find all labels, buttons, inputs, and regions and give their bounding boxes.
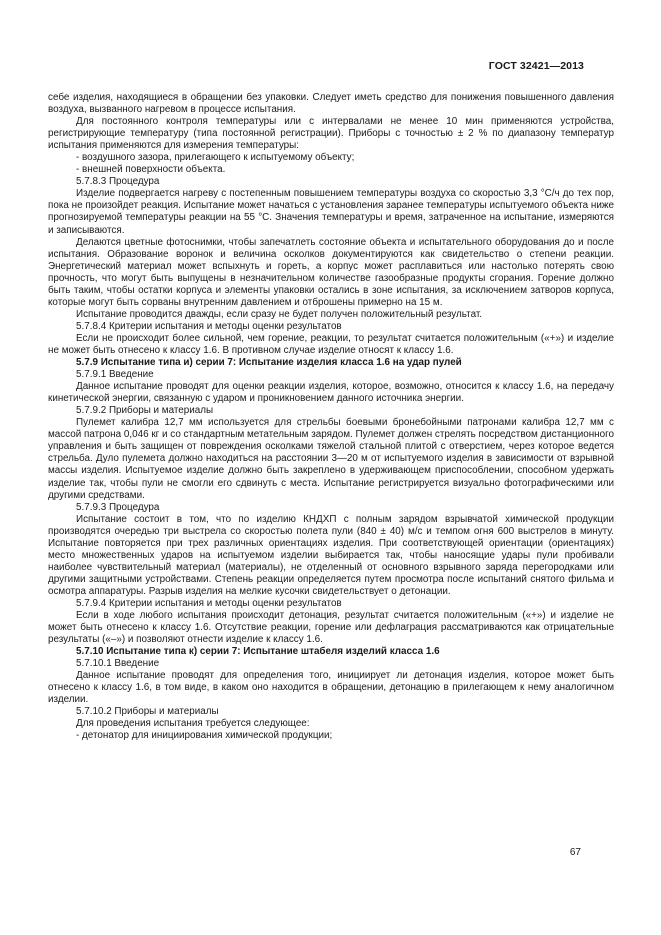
- paragraph: Делаются цветные фотоснимки, чтобы запечатлеть состояние объекта и испытательного оборудования до и после испытания. Образование воронок и величина осколков документируются как свидетельство о степени реакции. Энергетический материал может вспыхнуть и гореть, а корпус может расплавиться или настолько потерять свою прочность, что могут быть выпущены в незначительном количестве газообразные продукты сгорания. Горение должно быть таким, чтобы остатки корпуса и элементы упаковки остались в зоне испытания, за исключением затворов корпуса, которые могут быть сорваны внутренним давлением и отброшены примерно на 15 м.: [48, 236, 614, 308]
- paragraph: Испытание состоит в том, что по изделию КНДХП с полным зарядом взрывчатой химической продукции производятся очередью три выстрела со скоростью полета пули (840 ± 40) м/с и темпом огня 600 выстрелов в минуту. Испытание повторяется при трех различных ориентациях изделия. При соответствующей ориентации (ориентациях) место множественных ударов на испытуемом изделии выбирается так, чтобы наносящие удары пули пробивали наиболее чувствительный материал (материалы), не отделенный от основного взрывного заряда перегородками или другими защитными устройствами. Степень реакции определяется путем просмотра после испытаний снятого фильма и осмотра аппаратуры. Разрыв изделия на мелкие кусочки свидетельствует о детонации.: [48, 513, 614, 597]
- paragraph: 5.7.10.2 Приборы и материалы: [76, 706, 219, 718]
- page-number: 67: [569, 847, 581, 858]
- paragraph: себе изделия, находящиеся в обращении без упаковки. Следует иметь средство для понижения повышенного давления воздуха, вызванного нагревом в процессе испытания.: [48, 92, 614, 116]
- paragraph: Пулемет калибра 12,7 мм используется для стрельбы боевыми бронебойными патронами калибра 12,7 мм с массой патрона 0,046 кг и со стандартным метательным зарядом. Пулемет должен стрелять посредством дистанционного управления и быть защищен от повреждения осколками тяжелой стальной плитой с отверстием, через которое ведется стрельба. Дуло пулемета должно находиться на расстоянии 3—20 м от испытуемого изделия в зависимости от взрывной массы изделия. Испытуемое изделие должно быть закреплено в удерживающем приспособлении, способном удержать изделие так, чтобы пули не смогли его сдвинуть с места. Испытание регистрируется визуально фотографическими или другими средствами.: [48, 417, 614, 501]
- paragraph: 5.7.8.4 Критерии испытания и методы оценки результатов: [76, 320, 342, 332]
- paragraph: Для проведения испытания требуется следующее:: [76, 718, 310, 730]
- paragraph: - детонатор для инициирования химической продукции;: [76, 730, 333, 742]
- paragraph: Для постоянного контроля температуры или с интервалами не менее 10 мин применяются устройства, регистрирующие температуру (типа постоянной регистрации). Приборы с точностью ± 2 % по диапазону температур испытания применяются для измерения температуры:: [48, 116, 614, 152]
- standard-header: ГОСТ 32421—2013: [488, 60, 584, 72]
- paragraph: Данное испытание проводят для определения того, инициирует ли детонация изделия, которое может быть отнесено к классу 1.6, в том виде, в каком оно находится в обращении, детонацию в прилегающем к нему аналогичном изделии.: [48, 670, 614, 706]
- paragraph: - воздушного зазора, прилегающего к испытуемому объекту;: [76, 152, 355, 164]
- paragraph: Если в ходе любого испытания происходит детонация, результат считается положительным («+») и изделие не может быть отнесено к классу 1.6. Отсутствие реакции, горение или дефлаграция рассматриваются как отрицательные результаты («–») и позволяют отнести изделие к классу 1.6.: [48, 610, 614, 646]
- paragraph: 5.7.8.3 Процедура: [76, 176, 160, 188]
- document-body: [48, 92, 614, 743]
- paragraph: Если не происходит более сильной, чем горение, реакции, то результат считается положительным («+») и изделие не может быть отнесено к классу 1.6. В противном случае изделие относят к классу 1.6.: [48, 332, 614, 356]
- paragraph: Данное испытание проводят для оценки реакции изделия, которое, возможно, относится к классу 1.6, на передачу кинетической энергии, связанную с ударом и проникновением данного источника энергии.: [48, 381, 614, 405]
- paragraph: 5.7.9.4 Критерии испытания и методы оценки результатов: [76, 597, 342, 609]
- paragraph: 5.7.9.2 Приборы и материалы: [76, 405, 214, 417]
- paragraph: 5.7.9.1 Введение: [76, 369, 154, 381]
- section-heading: 5.7.9 Испытание типа и) серии 7: Испытание изделия класса 1.6 на удар пулей: [76, 357, 462, 369]
- paragraph: 5.7.10.1 Введение: [76, 658, 160, 670]
- paragraph: Изделие подвергается нагреву с постепенным повышением температуры воздуха со скоростью 3,3 °С/ч до тех пор, пока не произойдет реакция. Испытание может начаться с установления заранее температуры испытуемого объекта ниже прогнозируемой температуры реакции на 55 °С. Значения температуры и время, затраченное на испытание, измеряются и записываются.: [48, 188, 614, 236]
- paragraph: - внешней поверхности объекта.: [76, 164, 226, 176]
- paragraph: 5.7.9.3 Процедура: [76, 501, 160, 513]
- paragraph: Испытание проводится дважды, если сразу не будет получен положительный результат.: [76, 308, 483, 320]
- section-heading: 5.7.10 Испытание типа к) серии 7: Испытание штабеля изделий класса 1.6: [76, 646, 440, 658]
